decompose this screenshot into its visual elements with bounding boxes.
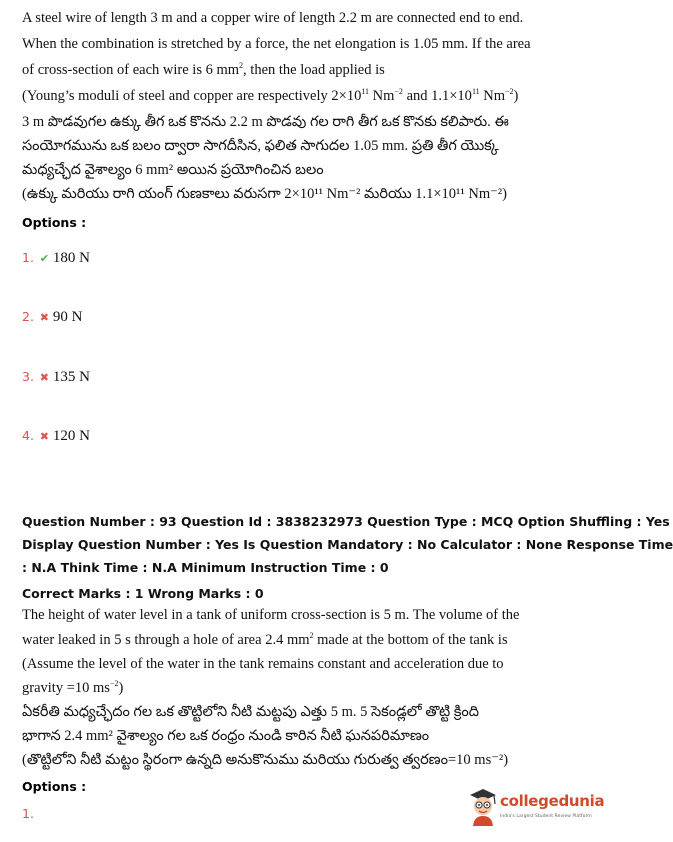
q1-telugu-line-2: సంయోగమును ఒక బలం ద్వారా సాగదీసిన, ఫలిత సాగుదల 1.05 mm. ప్రతి తీగ యొక్క bbox=[22, 138, 499, 154]
q2-text-line-3: (Assume the level of the water in the tank remains constant and acceleration due to bbox=[22, 656, 504, 672]
q1-telugu-line-1: 3 m పొడవుగల ఉక్కు తీగ ఒక కొనను 2.2 m పొడవు గల రాగి తీగ ఒక కొనకు కలిపారు. ఈ bbox=[22, 114, 509, 130]
q2-telugu-line-1: ఏకరీతి మధ్యచ్ఛేదం గల ఒక తొట్టిలోని నీటి మట్టపు ఎత్తు 5 m. 5 సెకండ్లలో తొట్టి క్రింది bbox=[22, 704, 480, 720]
q2-text-line-1: The height of water level in a tank of uniform cross-section is 5 m. The volume of the bbox=[22, 607, 520, 623]
q2-text-line-2: water leaked in 5 s through a hole of area 2.4 $mm^2$ made at the bottom of the tank is bbox=[22, 631, 508, 648]
question-meta-line-3: : N.A Think Time : N.A Minimum Instruction Time : 0 bbox=[22, 560, 389, 575]
option-4-text: 120 N bbox=[52, 428, 90, 444]
q2-hole-area: 2.4 mm bbox=[265, 632, 310, 648]
q1-options-label: Options : bbox=[22, 215, 87, 230]
cross-icon: ✖ bbox=[39, 371, 49, 384]
option-4[interactable]: 4. ✖ 120 N bbox=[22, 428, 90, 444]
option-2[interactable]: 2. ✖ 90 N bbox=[22, 309, 83, 325]
collegedunia-logo bbox=[466, 786, 605, 832]
option-1-text: 180 N bbox=[52, 250, 90, 266]
q2-telugu-line-2: భాగాన 2.4 mm² వైశాల్యం గల ఒక రంధ్రం నుండి కారిన నీటి ఘనపరిమాణం bbox=[22, 728, 430, 744]
question-meta-line-2: Display Question Number : Yes Is Question Mandatory : No Calculator : None Response Time bbox=[22, 537, 673, 552]
q1-area-tail: , then the load applied is bbox=[243, 62, 385, 78]
option-3[interactable]: 3. ✖ 135 N bbox=[22, 369, 90, 385]
option-2-text: 90 N bbox=[52, 309, 83, 325]
q1-area-prefix: of cross-section of each wire is bbox=[22, 62, 202, 78]
q1-text-line-2: When the combination is stretched by a force, the net elongation is 1.05 mm. If the area bbox=[22, 36, 531, 52]
question-meta-line-1: Question Number : 93 Question Id : 3838232973 Question Type : MCQ Option Shuffling : Yes bbox=[22, 514, 670, 529]
q1-telugu-line-4: (ఉక్కు మరియు రాగి యంగ్ గుణకాలు వరుసగా 2×10¹¹ Nm⁻² మరియు 1.1×10¹¹ Nm⁻²) bbox=[22, 186, 507, 202]
q2-telugu-line-3: (తొట్టిలోని నీటి మట్టం స్థిరంగా ఉన్నది అనుకొనుము మరియు గురుత్వ త్వరణం=10 ms⁻²) bbox=[22, 752, 509, 768]
cross-icon: ✖ bbox=[39, 430, 49, 443]
q2-options-label: Options : bbox=[22, 779, 87, 794]
brand-tagline: India's Largest Student Review Platform bbox=[500, 814, 592, 819]
q2-option-1-number[interactable]: 1. bbox=[22, 806, 34, 821]
q2-text-line-4: gravity =10 $ms^{-2}$) bbox=[22, 679, 124, 696]
q1-area-value: 6 mm bbox=[205, 62, 240, 78]
q1-moduli-copper: 1.1×10 bbox=[431, 88, 472, 104]
q1-text-line-1: A steel wire of length 3 m and a copper wire of length 2.2 m are connected end to end. bbox=[22, 10, 524, 26]
mascot-icon bbox=[466, 786, 500, 826]
option-1[interactable]: 1. ✔ 180 N bbox=[22, 250, 90, 266]
marks-line: Correct Marks : 1 Wrong Marks : 0 bbox=[22, 586, 264, 601]
q1-telugu-line-3: మధ్యచ్ఛేద వైశాల్యం 6 mm² అయిన ప్రయోగించిన బలం bbox=[22, 162, 324, 178]
check-icon: ✔ bbox=[39, 252, 49, 265]
q1-moduli-steel: 2×10 bbox=[331, 88, 362, 104]
brand-name: collegedunia bbox=[500, 792, 605, 810]
option-3-text: 135 N bbox=[52, 369, 90, 385]
cross-icon: ✖ bbox=[39, 311, 49, 324]
q1-text-line-3: of cross-section of each wire is 6 $mm^2$, then the load applied is bbox=[22, 61, 385, 78]
q1-text-line-4: (Young’s moduli of steel and copper are respectively $2\times 10^{11}$ $Nm^{-2}$ and $1.1\times 10^{11}$ $Nm^{-2}$) bbox=[22, 87, 519, 104]
